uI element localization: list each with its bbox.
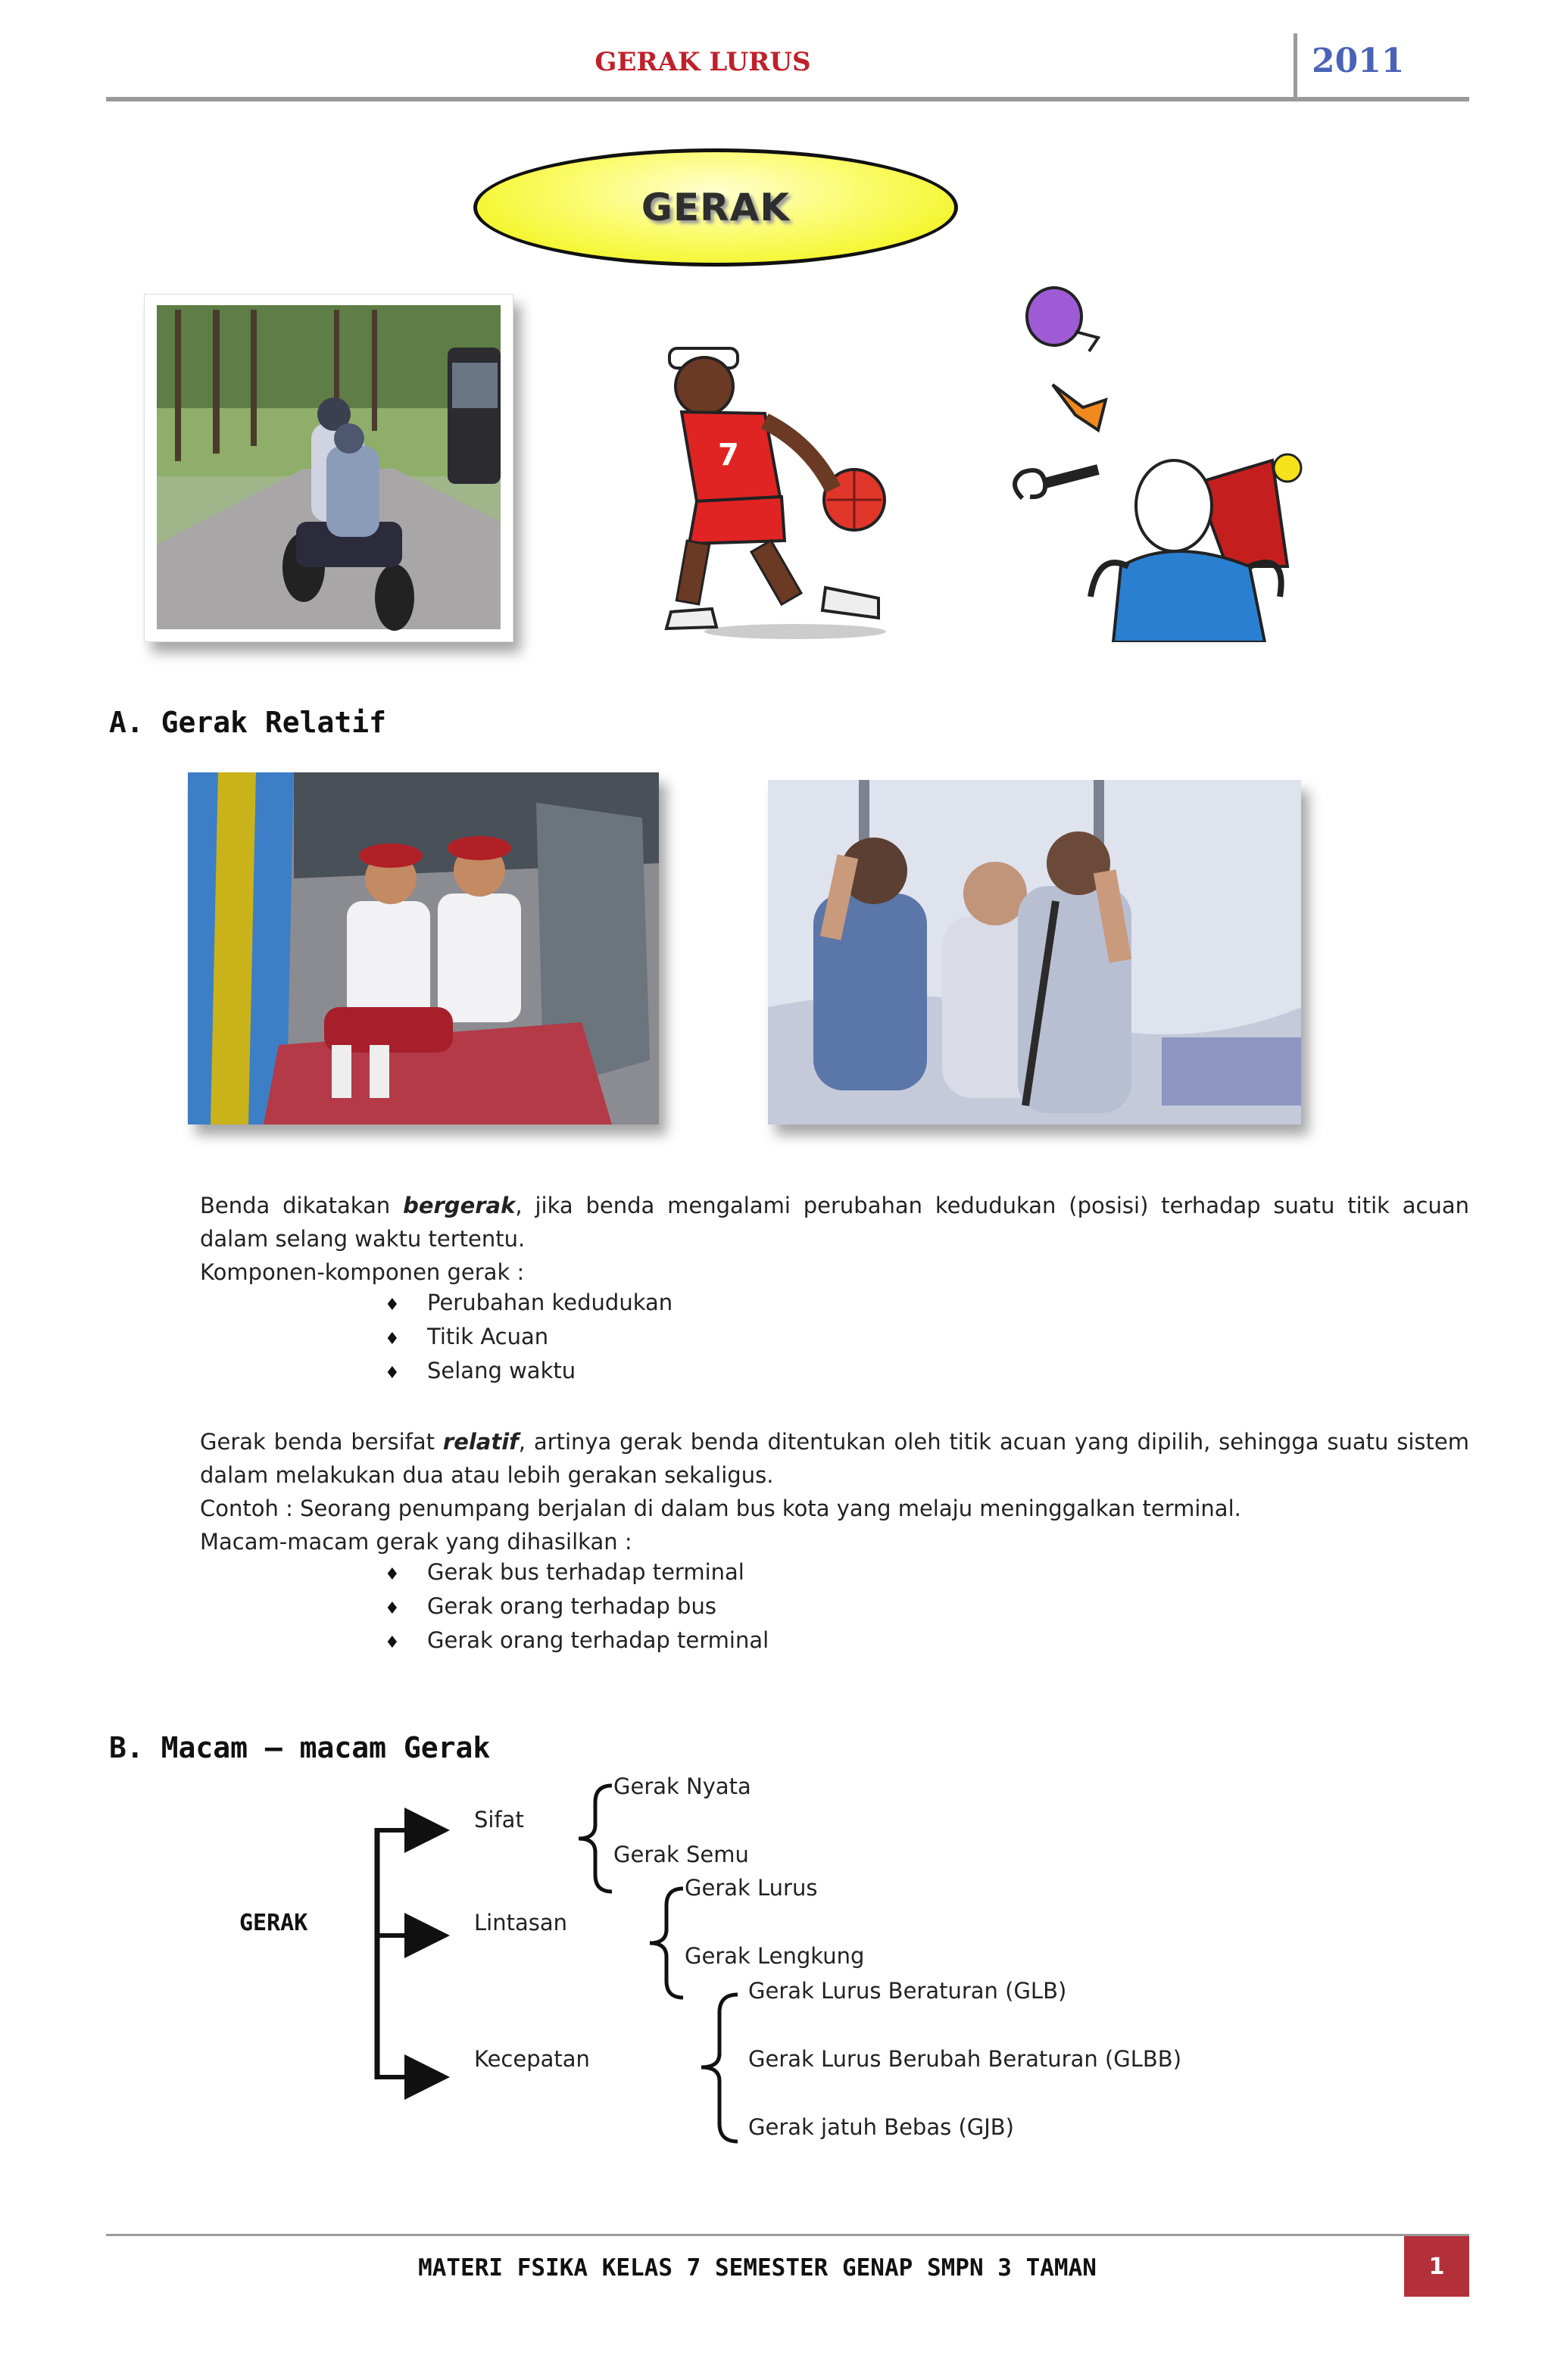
list-item-text: Selang waktu [427,1358,576,1383]
diamond-bullet-icon: ♦ [385,1296,400,1315]
header-title: GERAK LURUS [594,47,811,77]
term-bergerak: bergerak [403,1193,516,1218]
section-a-heading: A. Gerak Relatif [109,706,387,739]
list-item-text: Titik Acuan [427,1324,549,1349]
list-item-text: Gerak orang terhadap terminal [427,1627,769,1653]
term-relatif: relatif [442,1429,519,1455]
footer-rule [106,2234,1469,2236]
brace-lintasan [650,1889,683,1998]
diagram-branch-sifat: Sifat [474,1807,524,1833]
brace-sifat [579,1786,612,1892]
diamond-bullet-icon: ♦ [385,1330,400,1349]
diamond-bullet-icon: ♦ [385,1599,400,1618]
diamond-bullet-icon: ♦ [385,1633,400,1652]
list-item-text: Gerak bus terhadap terminal [427,1559,744,1585]
relatif-text-pre: Gerak benda bersifat [200,1429,443,1455]
diagram-branch-kecepatan: Kecepatan [474,2046,590,2072]
diagram-branch-lintasan: Lintasan [474,1910,567,1936]
svg-text:7: 7 [718,438,739,473]
list-item-text: Perubahan kedudukan [427,1290,673,1315]
diagram-root-gerak: GERAK [239,1910,308,1936]
diagram-leaf-gjb: Gerak jatuh Bebas (GJB) [748,2114,1014,2140]
page-number-badge: 1 [1404,2236,1469,2297]
diagram-leaf-glb: Gerak Lurus Beraturan (GLB) [748,1978,1067,2004]
list-item-text: Gerak orang terhadap bus [427,1593,716,1619]
relatif-text-post: , artinya gerak benda ditentukan oleh titik acuan yang dipilih, sehingga suatu sistem dalam melakukan dua atau lebih gerakan sekaligus. [200,1429,1469,1488]
brace-kecepatan [701,1995,738,2141]
header-year: 2011 [1312,42,1405,80]
diagram-leaf-gerak-lengkung: Gerak Lengkung [685,1943,865,1969]
definition-text-post: , jika benda mengalami perubahan kedudukan (posisi) terhadap suatu titik acuan dalam selang waktu tertentu. [200,1193,1469,1252]
footer-text: MATERI FSIKA KELAS 7 SEMESTER GENAP SMPN 3 TAMAN [418,2254,1097,2282]
diamond-bullet-icon: ♦ [385,1364,400,1383]
components-intro: Komponen-komponen gerak : [200,1259,525,1285]
diagram-leaf-gerak-nyata: Gerak Nyata [613,1773,751,1799]
diagram-leaf-gerak-lurus: Gerak Lurus [685,1875,818,1901]
example-text: Contoh : Seorang penumpang berjalan di dalam bus kota yang melaju meninggalkan terminal. [200,1496,1241,1521]
diagram-leaf-gerak-semu: Gerak Semu [613,1842,749,1867]
section-b-heading: B. Macam – macam Gerak [109,1731,491,1764]
motions-intro: Macam-macam gerak yang dihasilkan : [200,1529,632,1555]
definition-text-pre: Benda dikatakan [200,1193,404,1218]
main-title: GERAK [641,186,791,229]
diamond-bullet-icon: ♦ [385,1565,400,1584]
diagram-leaf-glbb: Gerak Lurus Berubah Beraturan (GLBB) [748,2046,1182,2072]
